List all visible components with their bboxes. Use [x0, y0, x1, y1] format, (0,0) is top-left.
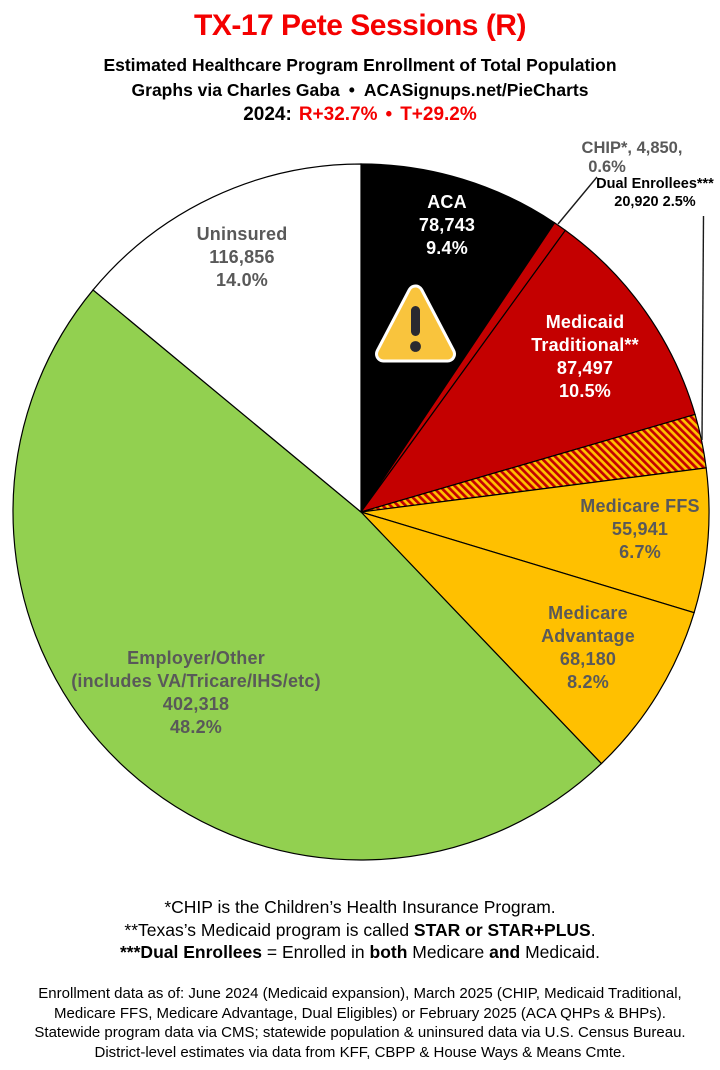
source-note	[0, 984, 720, 1062]
credit-line	[0, 80, 720, 101]
label-line: 14.0%	[215, 270, 269, 290]
partisan-year: 2024:	[243, 104, 292, 125]
slice-label-medicare-advantage	[541, 602, 635, 694]
label-line: 8.2%	[567, 672, 609, 692]
footnotes	[0, 896, 720, 964]
label-line: Employer/Other	[127, 648, 265, 668]
source-line: Statewide program data via CMS; statewide population & uninsured data via U.S. Census Bureau.	[34, 1024, 686, 1041]
credit-author: Graphs via Charles Gaba	[131, 80, 340, 100]
footnote-chip: *CHIP is the Children’s Health Insurance Program.	[164, 897, 556, 917]
label-line: 402,318	[162, 694, 230, 714]
subtitle: Estimated Healthcare Program Enrollment of Total Population	[103, 55, 617, 75]
slice-label-medicare-ffs	[580, 495, 699, 564]
partisan-lean-line	[0, 104, 720, 126]
label-line: Medicare FFS	[580, 496, 700, 516]
dual-callout-line	[702, 216, 704, 440]
partisan-t-lean: T+29.2%	[400, 104, 477, 125]
label-line: 9.4%	[426, 238, 468, 258]
label-line: Medicare	[548, 603, 628, 623]
credit-site: ACASignups.net/PieCharts	[363, 80, 589, 100]
label-line: Advantage	[541, 626, 635, 646]
slice-label-chip: CHIP*, 4,850,	[581, 139, 683, 157]
bullet-separator: •	[348, 80, 355, 100]
bullet-separator: •	[385, 104, 393, 125]
partisan-r-lean: R+32.7%	[298, 104, 378, 125]
label-line: 20,920 2.5%	[614, 194, 696, 210]
label-line: Uninsured	[196, 224, 288, 244]
label-line: 48.2%	[169, 717, 223, 737]
slice-label-medicaid-traditional	[531, 311, 639, 403]
label-line: ACA	[427, 192, 467, 212]
slice-label-uninsured	[197, 223, 288, 292]
footnote-dual: ***Dual Enrollees = Enrolled in both Medicare and Medicaid.	[120, 942, 600, 962]
chip-callout-line	[558, 177, 597, 224]
slice-label-employer-other	[71, 647, 321, 739]
slice-label-dual-enrollees	[596, 175, 714, 211]
label-line: Dual Enrollees***	[596, 176, 714, 192]
footnote-medicaid: **Texas’s Medicaid program is called STAR or STAR+PLUS.	[124, 919, 596, 940]
label-line: 78,743	[418, 215, 476, 235]
label-line: Traditional**	[531, 335, 639, 355]
label-line: (includes VA/Tricare/IHS/etc)	[71, 671, 321, 691]
label-line: 116,856	[209, 247, 275, 267]
slice-label-aca	[419, 191, 475, 260]
label-line: 87,497	[556, 358, 614, 378]
source-line: District-level estimates via data from KFF, CBPP & House Ways & Means Cmte.	[94, 1043, 626, 1061]
label-line: 68,180	[559, 649, 617, 669]
label-line: 10.5%	[558, 381, 612, 401]
source-line: Enrollment data as of: June 2024 (Medicaid expansion), March 2025 (CHIP, Medicaid Traditional,	[38, 985, 682, 1002]
slice-label-chip-pct: 0.6%	[588, 158, 626, 176]
source-line: Medicare FFS, Medicare Advantage, Dual Eligibles) or February 2025 (ACA QHPs & BHPs).	[54, 1004, 666, 1022]
page-title: TX-17 Pete Sessions (R)	[194, 9, 526, 42]
label-line: Medicaid	[545, 312, 625, 332]
label-line: 6.7%	[619, 542, 661, 562]
label-line: 55,941	[611, 519, 669, 539]
